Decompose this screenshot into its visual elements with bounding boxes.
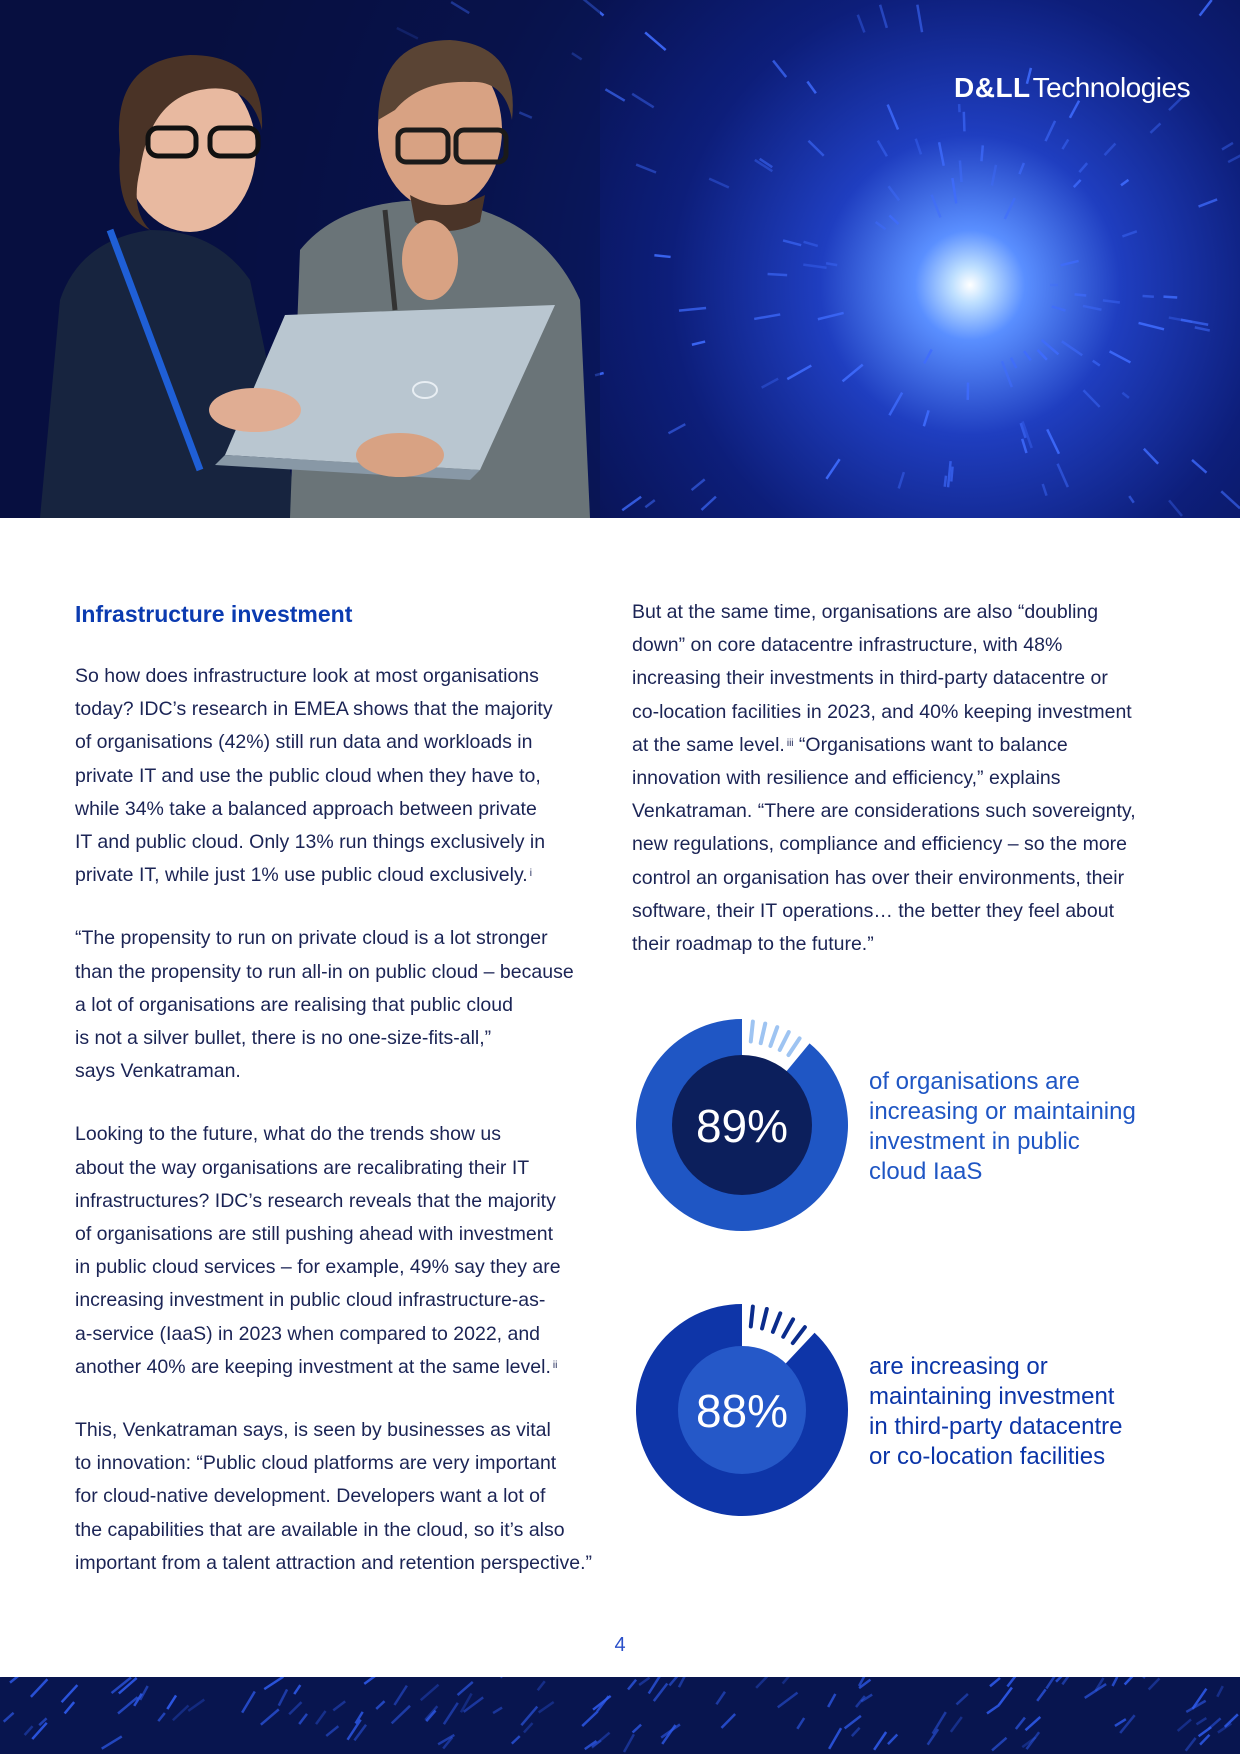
footer-streak xyxy=(992,1738,1006,1751)
footer-streak xyxy=(856,1696,865,1707)
stat-label: of organisations are increasing or maintaining investment in public cloud IaaS xyxy=(869,1068,1136,1185)
footer-streak xyxy=(1208,1718,1220,1729)
footer-streak xyxy=(716,1692,725,1705)
footer-streak xyxy=(1037,1689,1046,1700)
paragraph-doubling-down xyxy=(632,596,1172,961)
footer-streak xyxy=(933,1712,946,1734)
donut-gauge-88 xyxy=(632,1300,852,1520)
footer-streak xyxy=(756,1677,767,1688)
footer-streak xyxy=(956,1694,967,1704)
footer-streak xyxy=(874,1732,886,1750)
footer-streak xyxy=(1186,1738,1196,1751)
footer-streak xyxy=(582,1712,597,1727)
footer-streak xyxy=(1217,1686,1222,1697)
footer-streak xyxy=(828,1694,835,1707)
footer-streak xyxy=(524,1723,533,1732)
stat-value: 88% xyxy=(695,1385,789,1437)
footer-streak xyxy=(1062,1677,1069,1684)
footer-streak xyxy=(649,1677,662,1693)
footer-streak xyxy=(1007,1677,1021,1686)
footer-pattern xyxy=(0,1677,1240,1754)
footer-streak xyxy=(31,1679,47,1697)
paragraph-innovation: This, Venkatraman says, is seen by businesses as vital to innovation: “Public cloud platforms are very important for cloud-native development. Developers want a lot of the capabilities that are available in the cloud, so it’s also important from a talent attraction and retention perspective.” xyxy=(75,1419,593,1574)
footer-streak xyxy=(493,1708,502,1714)
stat-public-cloud xyxy=(632,1015,1192,1235)
paragraph-future-trends xyxy=(75,1118,615,1384)
footer-streak xyxy=(10,1677,25,1683)
footer-streak xyxy=(1027,1732,1040,1749)
page-number: 4 xyxy=(614,1634,626,1656)
footer-streak xyxy=(421,1685,439,1700)
gauge-tick xyxy=(773,1313,780,1332)
paragraph-text-continued: “Organisations want to balance innovation with resilience and efficiency,” explains Venkatraman. “There are considerations such sovereignty, new regulations, compliance and efficiency – so the more control an organisation has over their environments, their software, their IT operations… the better they feel about their roadmap to the future.” xyxy=(632,733,1136,956)
footer-streak xyxy=(264,1677,283,1689)
footer-streak xyxy=(654,1683,667,1701)
footer-streak xyxy=(62,1685,78,1702)
footer-streak xyxy=(294,1685,300,1694)
footer-streak xyxy=(888,1735,897,1745)
dell-technologies-logo[interactable] xyxy=(954,68,1190,108)
footer-streak xyxy=(1125,1677,1135,1685)
footnote-ref[interactable]: ii xyxy=(552,1359,558,1371)
footer-streak xyxy=(624,1734,634,1752)
footer-streak xyxy=(1115,1719,1126,1726)
footer-streak xyxy=(538,1681,545,1690)
footer-streak xyxy=(783,1677,797,1684)
footer-streak xyxy=(539,1702,554,1712)
paragraph-infrastructure xyxy=(75,660,615,892)
footer-streak xyxy=(1113,1677,1118,1686)
footer-streak xyxy=(261,1709,279,1724)
paragraph-text: Looking to the future, what do the trends show us about the way organisations are recalibrating their IT infrastructures? IDC’s research reveals that the majority of organisations are still pushing ahead with investment in public cloud services – for example, 49% say they are increasing investment in public cloud infrastructure-as- a-service (IaaS) in 2023 when compared to 2022, and another 40% are keeping investment at the same level. xyxy=(75,1123,561,1378)
footer-streak xyxy=(1218,1723,1231,1732)
footer-streak xyxy=(679,1677,689,1687)
stat-datacentre xyxy=(632,1300,1192,1520)
footer-streak xyxy=(1225,1714,1238,1727)
footer-streak xyxy=(364,1677,382,1684)
gauge-tick xyxy=(761,1024,765,1043)
footnote-ref[interactable]: i xyxy=(529,868,532,880)
stat-label: are increasing or maintaining investment in third-party datacentre or co-location facilities xyxy=(869,1353,1123,1470)
footer-streak xyxy=(1016,1718,1025,1729)
footer-streak xyxy=(65,1702,75,1713)
paragraph-quote-private-cloud: “The propensity to run on private cloud is a lot stronger than the propensity to run all-in on public cloud – because a lot of organisations are realising that public cloud is not a silver bullet, there is no one-size-fits-all,” says Venkatraman. xyxy=(75,927,574,1083)
footer-streak xyxy=(512,1736,520,1743)
footer-streak xyxy=(633,1725,641,1733)
footer-streak xyxy=(25,1726,33,1735)
footer-streak xyxy=(1200,1735,1209,1745)
footer-streak xyxy=(140,1686,148,1700)
footer-streak xyxy=(951,1717,962,1732)
section-heading: Infrastructure investment xyxy=(75,601,353,627)
footer-streak xyxy=(173,1706,189,1721)
footer-streak xyxy=(167,1695,176,1709)
donut-gauge-89 xyxy=(632,1015,852,1235)
gauge-tick xyxy=(783,1319,793,1336)
footer-streak xyxy=(394,1686,406,1705)
footer-streak xyxy=(987,1705,999,1713)
footer-streak xyxy=(326,1726,338,1736)
footer-streak xyxy=(829,1728,841,1749)
footer-streak xyxy=(639,1678,649,1685)
gauge-tick xyxy=(788,1038,799,1055)
gauge-tick xyxy=(793,1327,805,1343)
gauge-ticks xyxy=(751,1307,805,1344)
footnote-ref[interactable]: iii xyxy=(786,737,794,749)
footer-streak xyxy=(316,1711,326,1724)
footer-streak xyxy=(521,1707,537,1726)
footer-streak xyxy=(990,1678,1000,1686)
footer-band xyxy=(0,1677,1240,1754)
left-column xyxy=(75,596,615,1580)
footer-streak xyxy=(158,1713,165,1721)
footer-streak xyxy=(661,1724,680,1737)
stat-value: 89% xyxy=(695,1100,789,1152)
footer-streak xyxy=(1143,1677,1155,1678)
hero-banner xyxy=(0,0,1240,518)
footer-streak xyxy=(102,1736,122,1748)
gauge-ticks xyxy=(751,1022,800,1055)
footer-streak xyxy=(444,1703,458,1724)
gauge-tick xyxy=(780,1032,789,1050)
footer-streak xyxy=(376,1701,384,1709)
paragraph-text: But at the same time, organisations are also “doubling down” on core datacentre infrastructure, with 48% increasing their investments in third-party datacentre or co-location facilities in 2023, and 40% keeping investment at the same level. xyxy=(632,601,1132,756)
footer-streak xyxy=(797,1718,804,1729)
logo-suffix: Technologies xyxy=(1032,72,1191,103)
gauge-tick xyxy=(770,1027,777,1046)
footer-streak xyxy=(1046,1677,1055,1689)
footer-streak xyxy=(188,1700,204,1711)
footer-streak xyxy=(1149,1678,1160,1689)
footer-streak xyxy=(592,1733,610,1748)
paragraph-text: So how does infrastructure look at most organisations today? IDC’s research in EMEA shows that the majority of organisations (42%) still run data and workloads in private IT and use the public cloud when they have to, while 34% take a balanced approach between private IT and public cloud. Only 13% run things exclusively in private IT, while just 1% use public cloud exclusively. xyxy=(75,665,553,887)
footer-streak xyxy=(845,1716,861,1729)
footer-streak xyxy=(778,1693,798,1708)
gauge-tick xyxy=(751,1307,753,1327)
footer-streak xyxy=(392,1706,410,1724)
gauge-tick xyxy=(751,1022,753,1042)
footer-streak xyxy=(852,1728,860,1736)
footer-streak xyxy=(999,1688,1012,1706)
footer-streak xyxy=(242,1692,255,1713)
footer-streak xyxy=(333,1701,345,1710)
footer-streak xyxy=(721,1714,735,1728)
footer-streak xyxy=(1025,1717,1040,1730)
footer-streak xyxy=(1178,1719,1191,1731)
footer-streak xyxy=(1085,1684,1106,1698)
right-column xyxy=(632,596,1172,961)
footer-streak xyxy=(279,1689,287,1705)
footer-streak xyxy=(628,1680,636,1690)
footer-streak xyxy=(289,1702,301,1714)
footer-streak xyxy=(425,1706,437,1720)
footer-streak xyxy=(4,1713,14,1722)
footer-streak xyxy=(1120,1715,1134,1733)
gauge-tick xyxy=(762,1309,767,1328)
footer-streak xyxy=(299,1714,307,1724)
footer-streak xyxy=(1196,1718,1206,1724)
logo-brand: D&LL xyxy=(954,72,1031,103)
